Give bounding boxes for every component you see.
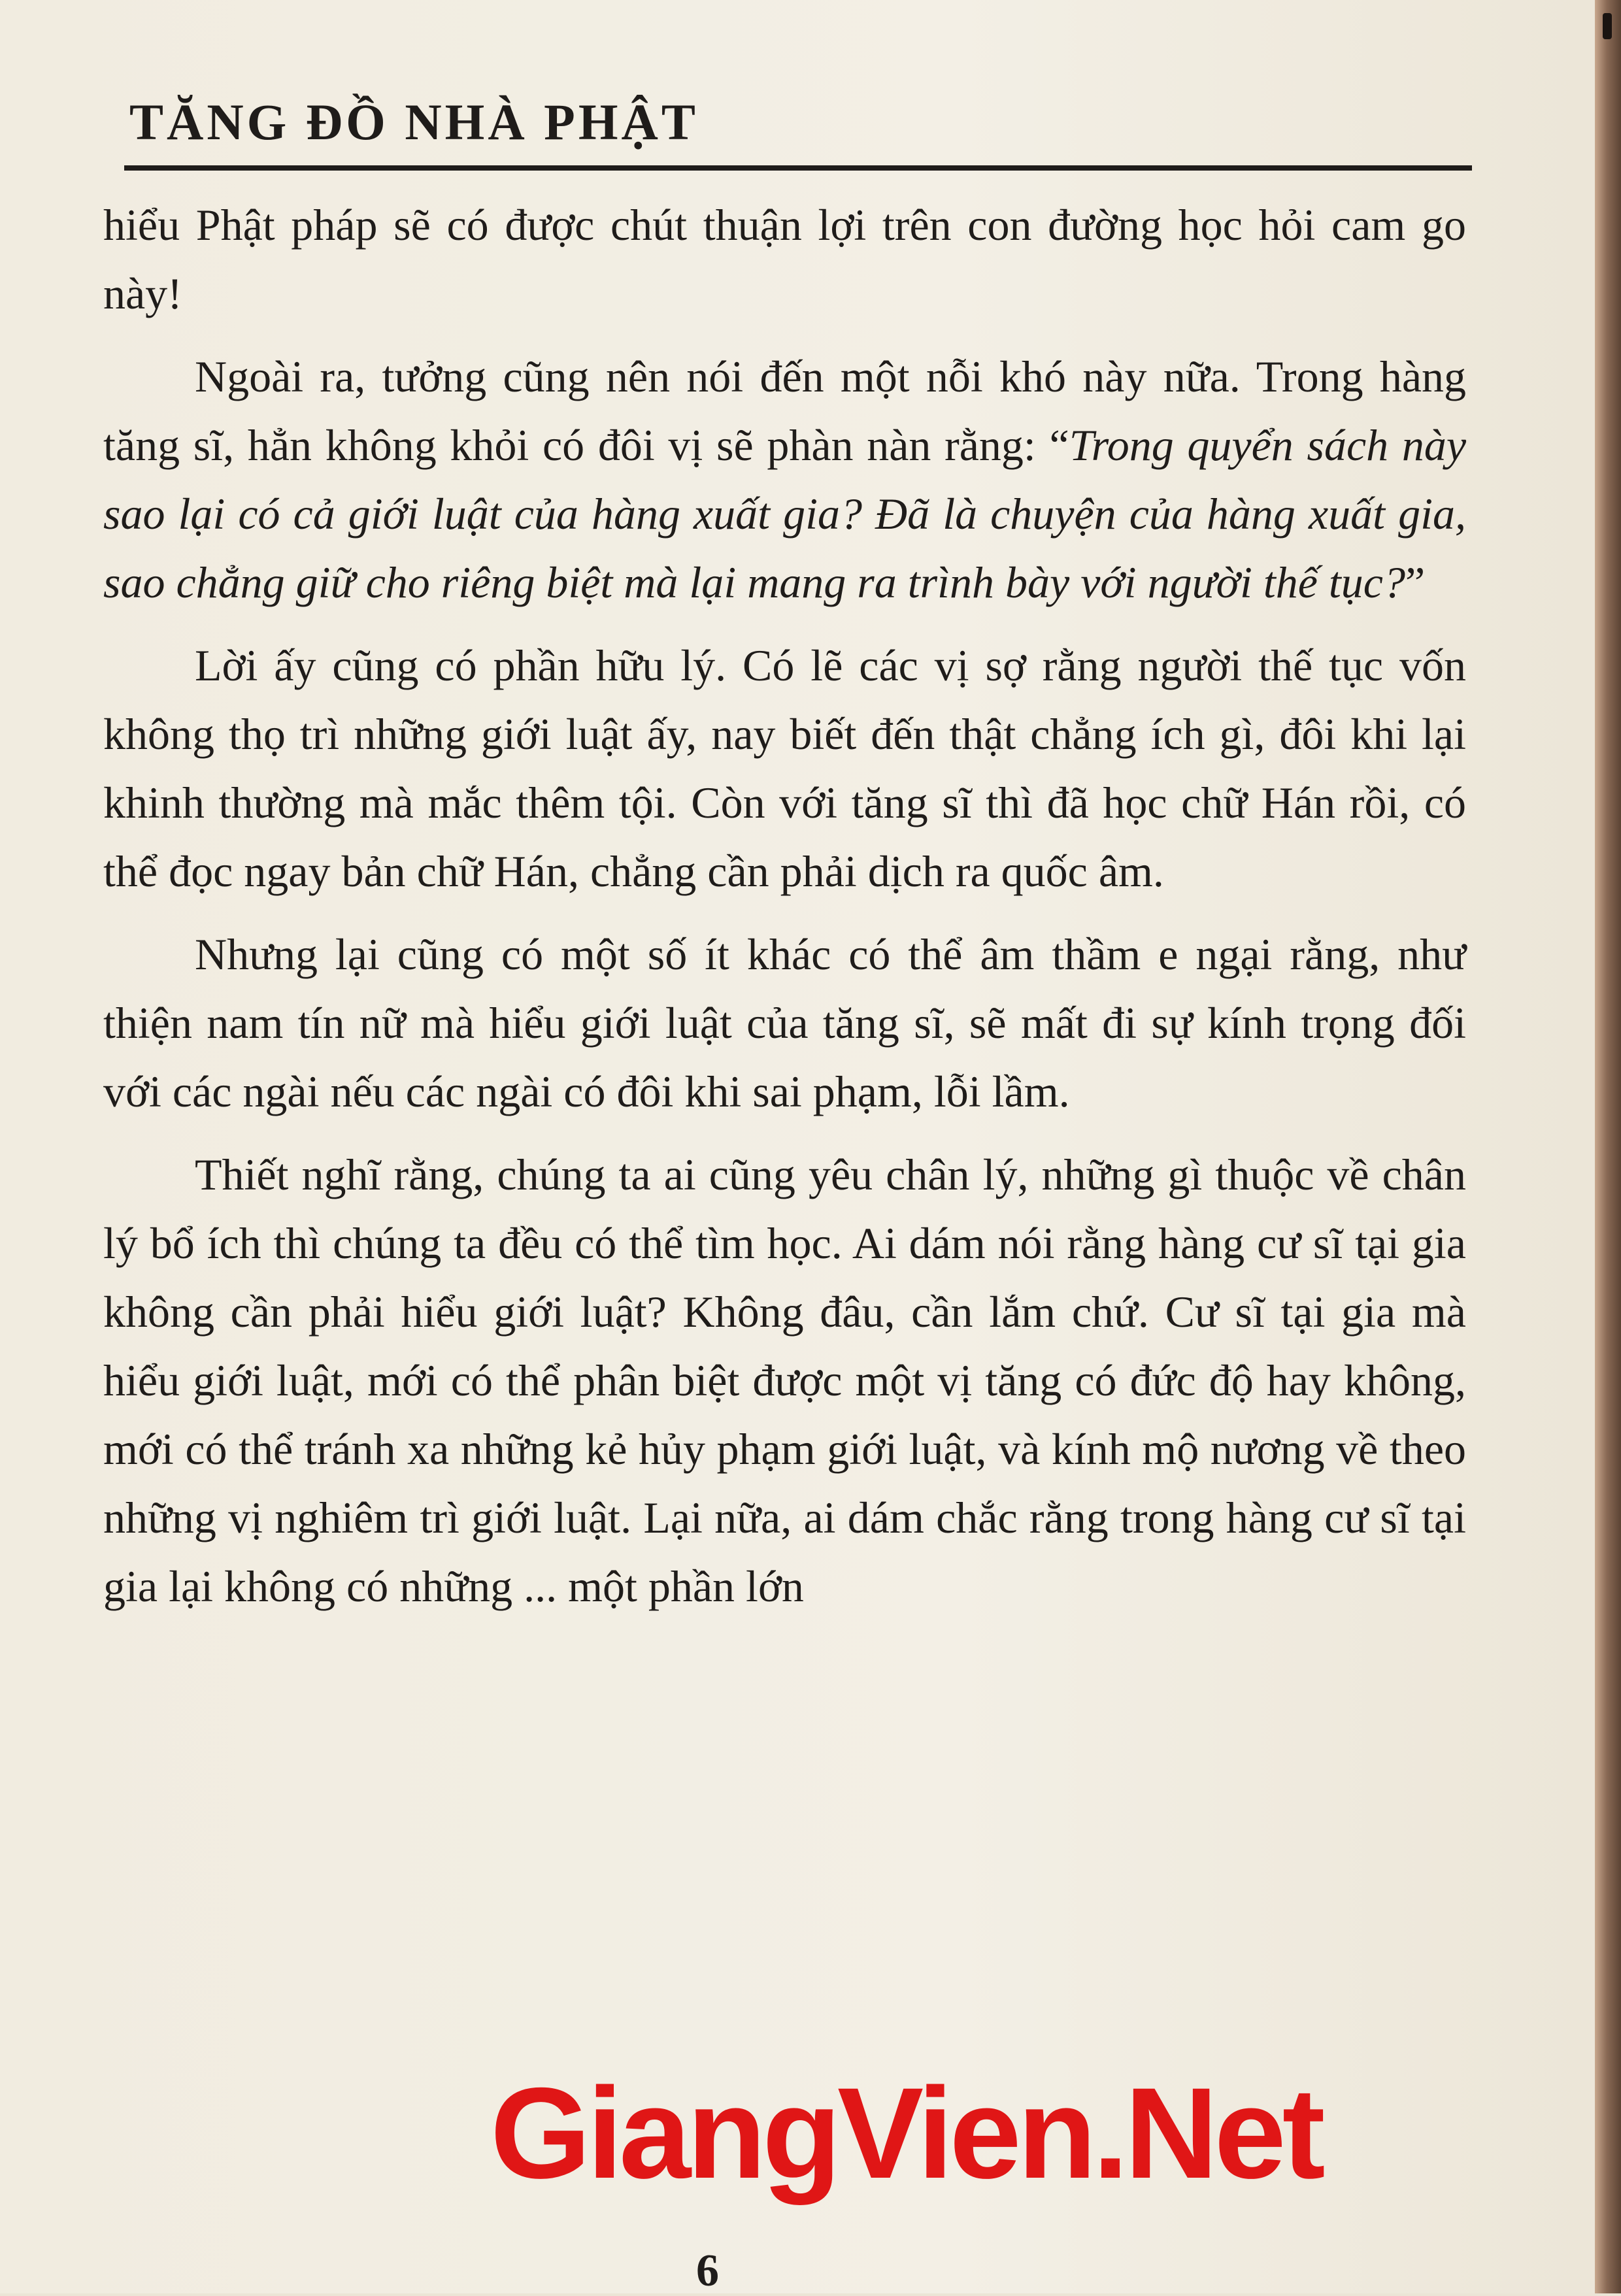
paragraph-2 bbox=[103, 342, 1466, 617]
paragraph-1: hiểu Phật pháp sẽ có được chút thuận lợi trên con đường học hỏi cam go này! bbox=[103, 200, 1466, 318]
running-head-title: TĂNG ĐỒ NHÀ PHẬT bbox=[129, 93, 699, 150]
paragraph-2-quote: Trong quyển sách này sao lại có cả giới luật của hàng xuất gia? Đã là chuyện của hàng xuất gia, sao chẳng giữ cho riêng biệt mà lại mang ra trình bày với người thế tục? bbox=[103, 420, 1466, 607]
paragraph-4: Nhưng lại cũng có một số ít khác có thể âm thầm e ngại rằng, như thiện nam tín nữ mà hiểu giới luật của tăng sĩ, sẽ mất đi sự kính trọng đối với các ngài nếu các ngài có đôi khi sai phạm, lỗi lầm. bbox=[103, 929, 1466, 1116]
page-number: 6 bbox=[696, 2246, 719, 2296]
book-spine bbox=[1595, 0, 1621, 2293]
header-rule bbox=[124, 165, 1472, 171]
watermark-logo: GiangVien.Net bbox=[490, 2061, 1322, 2205]
paragraph-2-lead: Ngoài ra, tưởng cũng nên nói đến một nỗi khó này nữa. Trong hàng tăng sĩ, hẳn không khỏi có đôi vị sẽ phàn nàn rằng: “ bbox=[103, 352, 1466, 470]
paragraph-2-close: ” bbox=[1405, 557, 1426, 607]
body-text bbox=[103, 191, 1466, 1635]
paragraph-5: Thiết nghĩ rằng, chúng ta ai cũng yêu chân lý, những gì thuộc về chân lý bổ ích thì chúng ta đều có thể tìm học. Ai dám nói rằng hàng cư sĩ tại gia không cần phải hiểu giới luật? Không đâu, cần lắm chứ. Cư sĩ tại gia mà hiểu giới luật, mới có thể phân biệt được một vị tăng có đức độ hay không, mới có thể tránh xa những kẻ hủy phạm giới luật, và kính mộ nương về theo những vị nghiêm trì giới luật. Lại nữa, ai dám chắc rằng trong hàng cư sĩ tại gia lại không có những ... một phần lớn bbox=[103, 1150, 1466, 1611]
paragraph-3: Lời ấy cũng có phần hữu lý. Có lẽ các vị sợ rằng người thế tục vốn không thọ trì những giới luật ấy, nay biết đến thật chẳng ích gì, đôi khi lại khinh thường mà mắc thêm tội. Còn với tăng sĩ thì đã học chữ Hán rồi, có thể đọc ngay bản chữ Hán, chẳng cần phải dịch ra quốc âm. bbox=[103, 641, 1466, 896]
spine-mark bbox=[1603, 13, 1612, 39]
